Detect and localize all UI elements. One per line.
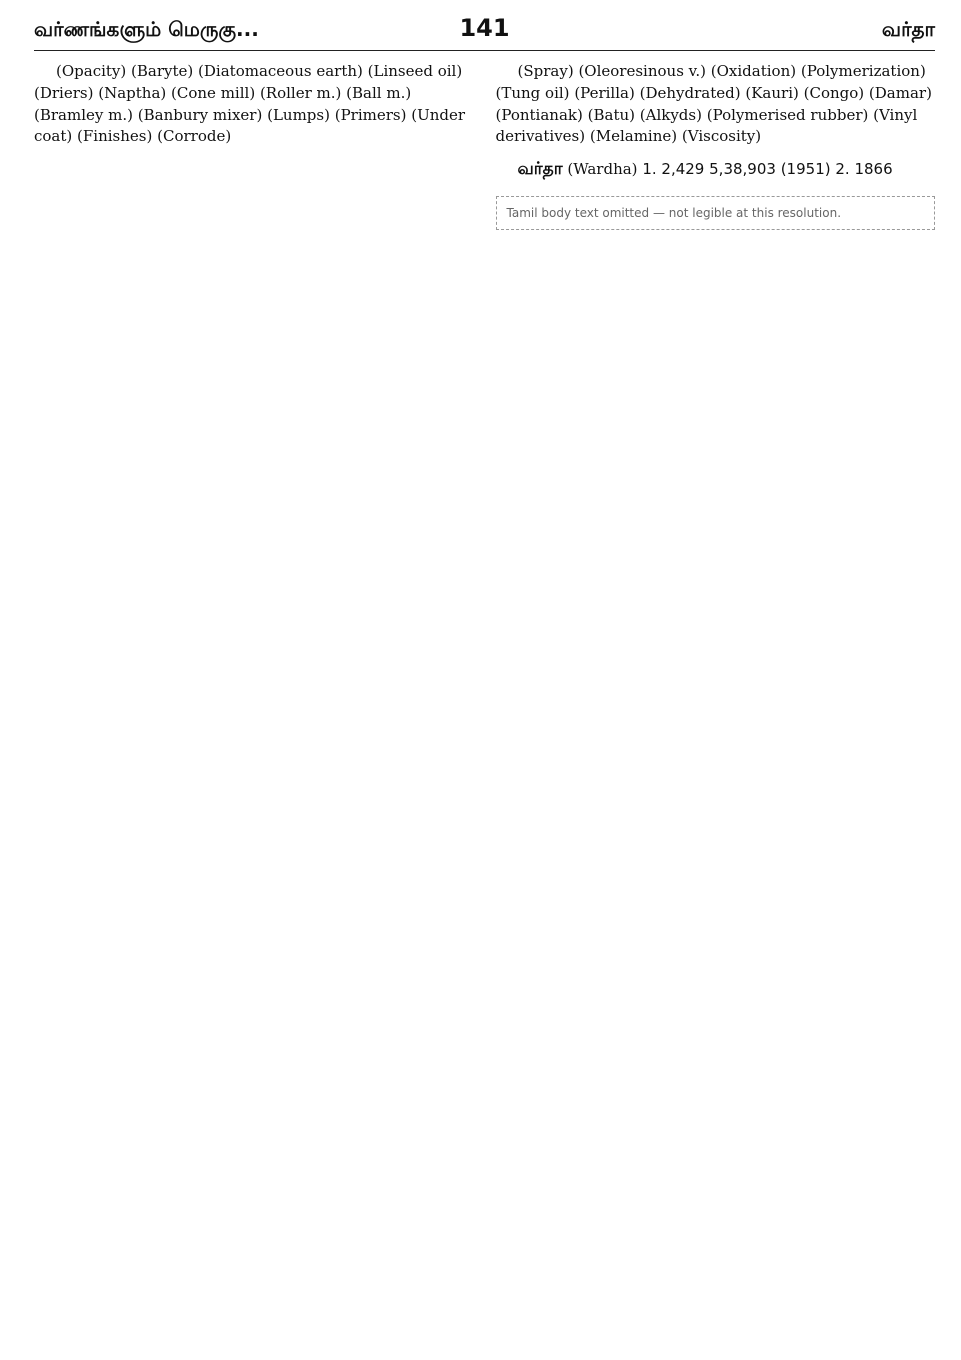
term: (Opacity) — [56, 62, 127, 80]
term: (Baryte) — [131, 62, 194, 80]
term: (Polymerization) — [800, 62, 926, 80]
term: (Cone mill) — [171, 83, 256, 102]
term: (Diatomaceous earth) — [198, 62, 363, 80]
term: (Kauri) — [745, 83, 799, 102]
term: (Oleoresinous v.) — [578, 62, 706, 80]
term: (Linseed oil) — [367, 62, 463, 80]
entry-figure: 1866 — [854, 160, 893, 178]
term: (Tung oil) — [495, 83, 570, 102]
header-section-title: வர்ணங்களும் மெருகு... — [34, 17, 259, 41]
term: (Banbury mixer) — [137, 105, 263, 124]
term: (Perilla) — [574, 83, 635, 102]
term: (Damar) — [868, 83, 932, 102]
term: (Ball m.) — [346, 83, 412, 102]
right-column-terms — [496, 61, 936, 148]
term: (Polymerised rubber) — [706, 105, 869, 124]
page-number: 141 — [459, 14, 510, 42]
omission-notice: Tamil body text omitted — not legible at this resolution. — [496, 196, 936, 231]
wardha-entry — [496, 157, 936, 182]
term: (Lumps) — [267, 105, 330, 124]
term: (Melamine) — [589, 127, 678, 146]
term: (Alkyds) — [639, 105, 702, 124]
left-column-terms — [34, 61, 474, 148]
term: (Spray) — [517, 62, 574, 80]
entry-heading: வர்தா — [517, 159, 563, 179]
entry-number: 1. — [642, 160, 657, 178]
term: (Roller m.) — [259, 83, 342, 102]
term: (Batu) — [587, 105, 635, 124]
term: (Pontianak) — [495, 105, 583, 124]
term: (Under coat) — [34, 105, 466, 146]
right-column — [496, 61, 936, 230]
entry-term: (Wardha) — [567, 160, 638, 178]
term: (Bramley m.) — [34, 105, 133, 124]
term: (Congo) — [803, 83, 865, 102]
term: (Primers) — [334, 105, 407, 124]
term: (Driers) — [34, 83, 94, 102]
term: (Dehydrated) — [639, 83, 741, 102]
term: (Corrode) — [157, 127, 232, 146]
entry-figure: 5,38,903 (1951) — [709, 160, 831, 178]
left-column — [34, 61, 474, 230]
header-entry-title: வர்தா — [881, 17, 935, 41]
term: (Oxidation) — [710, 62, 797, 80]
text-columns — [34, 61, 935, 230]
term: (Naptha) — [98, 83, 167, 102]
term: (Viscosity) — [681, 127, 762, 146]
entry-figure: 2. — [835, 160, 850, 178]
entry-figure: 2,429 — [661, 160, 705, 178]
term: (Finishes) — [77, 127, 153, 146]
term: (Vinyl derivatives) — [495, 105, 918, 146]
running-header — [34, 14, 935, 51]
